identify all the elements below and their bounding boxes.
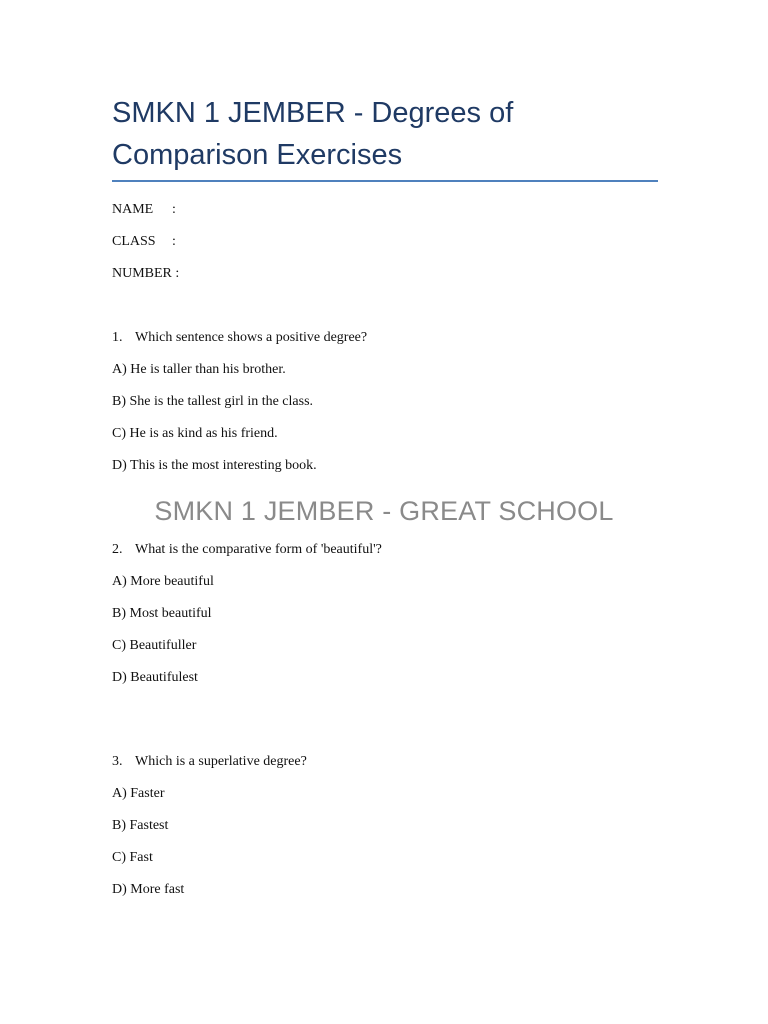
- number-field: [112, 265, 179, 283]
- question-3-option-d: D) More fast: [112, 882, 185, 897]
- page-title: SMKN 1 JEMBER - Degrees of Comparison Exercises: [112, 97, 514, 171]
- question-text: Which is a superlative degree?: [135, 754, 307, 769]
- name-label: NAME: [112, 202, 154, 217]
- number-label: NUMBER :: [112, 266, 180, 281]
- question-1-option-d: D) This is the most interesting book.: [112, 458, 317, 473]
- question-1: [112, 329, 367, 347]
- question-number: 3.: [112, 754, 123, 769]
- question-1-option-b: B) She is the tallest girl in the class.: [112, 394, 314, 409]
- watermark-banner: SMKN 1 JEMBER - GREAT SCHOOL: [154, 496, 614, 526]
- question-2-option-d: D) Beautifulest: [112, 670, 198, 685]
- question-2: [112, 541, 382, 559]
- question-3-option-c: C) Fast: [112, 850, 153, 865]
- question-text: What is the comparative form of 'beautiful'?: [135, 542, 382, 557]
- question-1-option-c: C) He is as kind as his friend.: [112, 426, 278, 441]
- question-2-option-c: C) Beautifuller: [112, 638, 197, 653]
- question-3-option-b: B) Fastest: [112, 818, 169, 833]
- question-1-option-a: A) He is taller than his brother.: [112, 362, 286, 377]
- class-field: [112, 233, 176, 251]
- title-divider: [112, 180, 658, 182]
- question-number: 2.: [112, 542, 123, 557]
- class-label: CLASS: [112, 234, 156, 249]
- class-separator: :: [172, 234, 176, 249]
- name-separator: :: [172, 202, 176, 217]
- question-3-option-a: A) Faster: [112, 786, 165, 801]
- question-number: 1.: [112, 330, 123, 345]
- question-text: Which sentence shows a positive degree?: [135, 330, 368, 345]
- name-field: [112, 201, 176, 219]
- question-2-option-b: B) Most beautiful: [112, 606, 212, 621]
- question-2-option-a: A) More beautiful: [112, 574, 214, 589]
- question-3: [112, 753, 307, 771]
